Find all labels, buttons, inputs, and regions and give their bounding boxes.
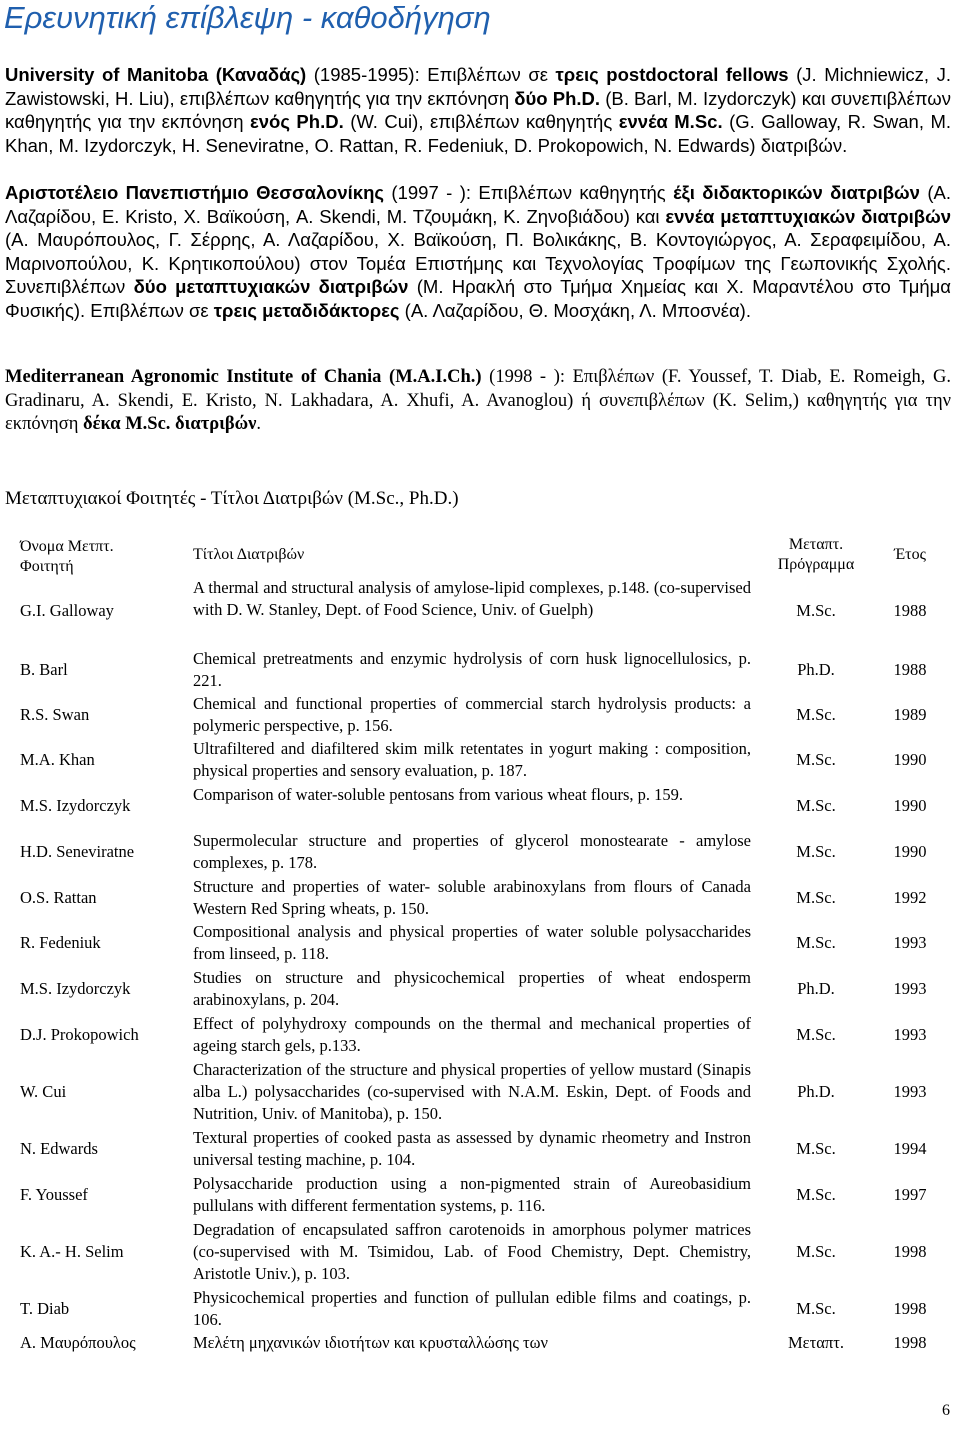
- paragraph-run: (1985-1995): Επιβλέπων σε: [306, 64, 556, 85]
- header-name: [20, 537, 114, 577]
- paragraph-run: Αριστοτέλειο Πανεπιστήμιο Θεσσαλονίκης: [5, 182, 385, 203]
- thesis-title: Studies on structure and physicochemical properties of wheat endosperm arabinoxylans, p. 204.: [193, 968, 751, 1009]
- student-name: W. Cui: [20, 1082, 67, 1101]
- thesis-year: 1992: [893, 888, 927, 907]
- thesis-year: 1990: [893, 842, 927, 861]
- header-year: Έτος: [894, 546, 926, 563]
- thesis-year: 1998: [893, 1299, 927, 1318]
- thesis-year: 1998: [893, 1333, 927, 1352]
- paragraph-run: (1997 - ): Επιβλέπων καθηγητής: [384, 182, 674, 203]
- table-heading: Μεταπτυχιακοί Φοιτητές - Τίτλοι Διατριβών (M.Sc., Ph.D.): [5, 488, 459, 509]
- student-name: M.A. Khan: [20, 750, 95, 769]
- paragraph-run: (J. Michniewicz, J. Zawistowski, H. Liu), επιβλέπων καθηγητής για την εκπόνηση: [5, 64, 952, 109]
- program-type: M.Sc.: [796, 933, 836, 952]
- section-title: Ερευνητική επίβλεψη - καθοδήγηση: [4, 0, 491, 35]
- thesis-title: Polysaccharide production using a non-pigmented strain of Aureobasidium pullulans with different fermentation systems, p. 116.: [193, 1174, 751, 1215]
- thesis-year: 1989: [893, 705, 927, 724]
- paragraph-run: (B. Barl, M. Izydorczyk) και συνεπιβλέπων καθηγητής για την εκπόνηση: [5, 87, 951, 132]
- paragraph-run: δύο μεταπτυχιακών διατριβών: [133, 276, 409, 297]
- thesis-title: Μελέτη μηχανικών ιδιοτήτων και κρυσταλλώσης των: [193, 1333, 549, 1352]
- header-name-line2: Φοιτητή: [20, 558, 74, 575]
- thesis-year: 1998: [893, 1242, 927, 1261]
- program-type: Ph.D.: [797, 660, 835, 679]
- thesis-title: Comparison of water-soluble pentosans from various wheat flours, p. 159.: [193, 785, 683, 804]
- program-type: Ph.D.: [797, 979, 835, 998]
- page-number: 6: [942, 1402, 950, 1419]
- program-type: M.Sc.: [796, 888, 836, 907]
- paragraph-run: ενός Ph.D.: [249, 111, 344, 132]
- student-name: K. A.- H. Selim: [20, 1242, 124, 1261]
- paragraph-run: (Α. Μαυρόπουλος, Γ. Σέρρης, Α. Λαζαρίδου, Χ. Βαϊκούση, Π. Βολικάκης, Β. Κοντογιώργος, Α. Σεραφειμίδου, Α. Μαρινοπούλου, Κ. Κρητικοπούλου) στον Τομέα Επιστήμης και Τεχνολογίας Τροφίμων της Γεωπονικής Σχολής. Συνεπιβλέπων: [5, 229, 951, 297]
- thesis-year: 1997: [893, 1185, 927, 1204]
- program-type: Ph.D.: [797, 1082, 835, 1101]
- thesis-year: 1994: [893, 1139, 927, 1158]
- thesis-title: Structure and properties of water- soluble arabinoxylans from flours of Canada Western Red Spring wheats, p. 150.: [193, 877, 751, 918]
- thesis-year: 1990: [893, 750, 927, 769]
- header-name-line1: Όνομα Μετπτ.: [20, 538, 114, 555]
- thesis-title: Characterization of the structure and physical properties of yellow mustard (Sinapis alba L.) polysaccharides (co-supervised with N.A.M. Eskin, Dept. of Foods and Nutrition, Univ. of Manitoba), p. 150.: [193, 1060, 751, 1123]
- thesis-title: A thermal and structural analysis of amylose-lipid complexes, p.148. (co-supervised with D. W. Stanley, Dept. of Food Science, Univ. of Guelph): [193, 578, 751, 619]
- student-name: Α. Μαυρόπουλος: [20, 1333, 136, 1352]
- program-type: M.Sc.: [796, 1139, 836, 1158]
- thesis-title: Effect of polyhydroxy compounds on the thermal and mechanical properties of ageing starch gels, p.133.: [193, 1014, 751, 1055]
- thesis-year: 1993: [893, 979, 927, 998]
- student-name: R.S. Swan: [20, 705, 90, 724]
- thesis-title: Degradation of encapsulated saffron carotenoids in amorphous polymer matrices (co-supervised with M. Tsimidou, Lab. of Food Chemistry, Dept. Chemistry, Aristotle Univ.), p. 103.: [193, 1220, 751, 1283]
- paragraph-run: (1998 - ): Επιβλέπων (F. Youssef, T. Diab, E. Romeigh, G. Gradinaru, A. Skendi, E. Kristo, N. Lakhadara, A. Xhufi, A. Avanoglou) ή συνεπιβλέπων (K. Selim,) καθηγητής για την εκπόνηση: [5, 367, 951, 434]
- student-name: D.J. Prokopowich: [20, 1025, 139, 1044]
- program-type: M.Sc.: [796, 1185, 836, 1204]
- thesis-year: 1990: [893, 796, 927, 815]
- thesis-title: Physicochemical properties and function of pullulan edible films and coatings, p. 106.: [193, 1288, 751, 1329]
- student-name: M.S. Izydorczyk: [20, 796, 131, 815]
- paragraph-run: (W. Cui), επιβλέπων καθηγητής: [343, 111, 619, 132]
- paragraph-maich: [5, 366, 951, 437]
- student-name: F. Youssef: [20, 1185, 88, 1204]
- paragraph-run: τρεις μεταδιδάκτορες: [213, 299, 400, 321]
- paragraph-run: University of Manitoba (Καναδάς): [5, 64, 307, 85]
- thesis-year: 1988: [893, 601, 927, 620]
- program-type: M.Sc.: [796, 601, 836, 620]
- paragraph-run: έξι διδακτορικών διατριβών: [673, 182, 920, 203]
- header-program: [770, 535, 862, 575]
- program-type: M.Sc.: [796, 1025, 836, 1044]
- thesis-title: Chemical pretreatments and enzymic hydrolysis of corn husk lignocellulosics, p. 221.: [193, 649, 751, 690]
- thesis-title: Chemical and functional properties of commercial starch hydrolysis products: a polymeric perspective, p. 156.: [193, 694, 751, 735]
- program-type: M.Sc.: [796, 842, 836, 861]
- paragraph-run: Mediterranean Agronomic Institute of Chania (M.A.I.Ch.): [5, 367, 482, 387]
- program-type: M.Sc.: [796, 705, 836, 724]
- student-name: T. Diab: [20, 1299, 70, 1318]
- student-name: G.I. Galloway: [20, 601, 114, 620]
- header-program-line2: Πρόγραμμα: [777, 556, 855, 573]
- thesis-year: 1988: [893, 660, 927, 679]
- thesis-title: Ultrafiltered and diafiltered skim milk retentates in yogurt making : composition, physical properties and sensory evaluation, p. 187.: [193, 739, 751, 780]
- thesis-title: Textural properties of cooked pasta as assessed by dynamic rheometry and Instron universal testing machine, p. 104.: [193, 1128, 751, 1169]
- paragraph-run: (Μ. Ηρακλή στο Τμήμα Χημείας και Χ. Μαραντέλου στο Τμήμα Φυσικής). Επιβλέπων σε: [5, 276, 952, 321]
- program-type: M.Sc.: [796, 796, 836, 815]
- paragraph-run: εννέα μεταπτυχιακών διατριβών: [665, 205, 951, 227]
- student-name: O.S. Rattan: [20, 888, 97, 907]
- header-program-line1: Μεταπτ.: [788, 536, 844, 553]
- student-name: B. Barl: [20, 660, 68, 679]
- paragraph-manitoba: [5, 63, 951, 157]
- program-type: M.Sc.: [796, 1299, 836, 1318]
- program-type: M.Sc.: [796, 1242, 836, 1261]
- thesis-year: 1993: [893, 1082, 927, 1101]
- paragraph-run: .: [256, 414, 262, 434]
- paragraph-run: εννέα M.Sc.: [618, 111, 723, 132]
- student-name: H.D. Seneviratne: [20, 842, 135, 861]
- paragraph-run: δέκα M.Sc. διατριβών: [83, 414, 257, 434]
- student-name: N. Edwards: [20, 1139, 98, 1158]
- paragraph-run: (G. Galloway, R. Swan, M. Khan, M. Izydorczyk, H. Seneviratne, O. Rattan, R. Fedeniuk, D. Prokopowich, N. Edwards) διατριβών.: [5, 111, 951, 156]
- paragraph-run: (Α. Λαζαρίδου, E. Kristo, Χ. Βαϊκούση, A. Skendi, Μ. Τζουμάκη, Κ. Ζηνοβιάδου) και: [5, 182, 951, 227]
- header-title: Τίτλοι Διατριβών: [193, 546, 305, 563]
- student-name: R. Fedeniuk: [20, 933, 101, 952]
- student-name: M.S. Izydorczyk: [20, 979, 131, 998]
- thesis-title: Compositional analysis and physical properties of water soluble polysaccharides from linseed, p. 118.: [193, 922, 751, 963]
- paragraph-auth: [5, 181, 951, 322]
- thesis-year: 1993: [893, 933, 927, 952]
- program-type: M.Sc.: [796, 750, 836, 769]
- paragraph-run: τρεις postdoctoral fellows: [555, 64, 789, 85]
- paragraph-run: (Α. Λαζαρίδου, Θ. Μοσχάκη, Λ. Μποσνέα).: [399, 299, 751, 321]
- paragraph-run: δύο Ph.D.: [514, 87, 601, 109]
- thesis-year: 1993: [893, 1025, 927, 1044]
- program-type: Μεταπτ.: [788, 1333, 844, 1352]
- thesis-title: Supermolecular structure and properties of glycerol monostearate - amylose complexes, p. 178.: [193, 831, 751, 872]
